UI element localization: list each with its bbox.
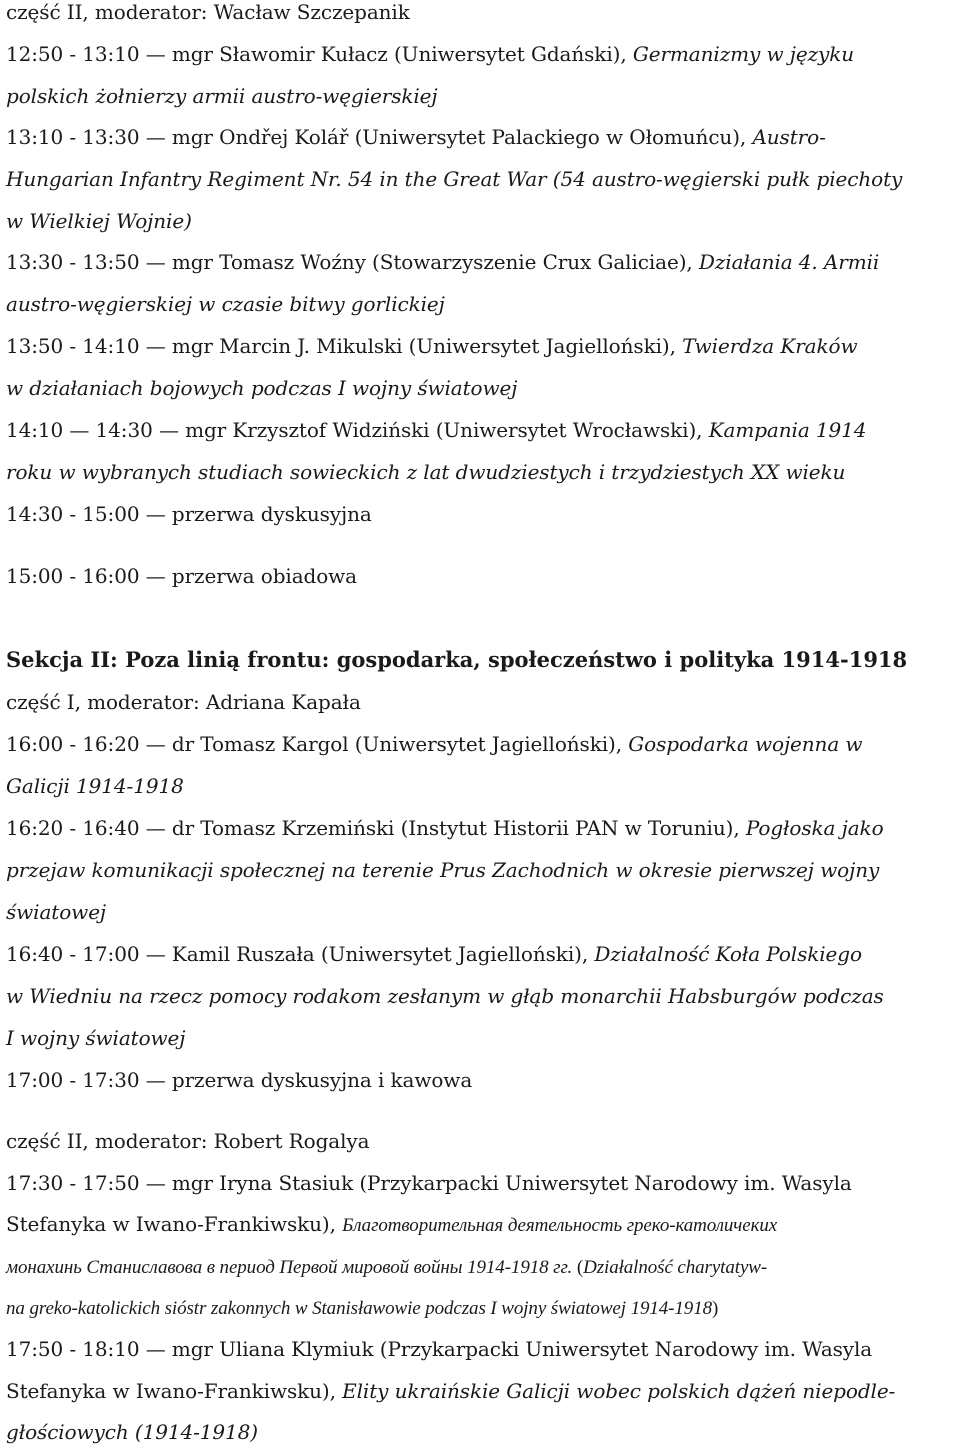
talk-title-cont [6, 1256, 954, 1277]
paren-open: ( [572, 1257, 584, 1278]
talk-title: Pogłoska jako [745, 816, 884, 840]
talk-line-cont [6, 1214, 954, 1235]
talk-meta: 13:30 - 13:50 — mgr Tomasz Woźny (Stowarzyszenie Crux Galiciae), [6, 250, 699, 274]
talk-line [6, 944, 954, 964]
talk-title: Kampania 1914 [708, 418, 867, 442]
talk-title: Gospodarka wojenna w [628, 732, 863, 756]
talk-meta: 12:50 - 13:10 — mgr Sławomir Kułacz (Uniwersytet Gdański), [6, 42, 633, 66]
talk-title-pl: na greko-katolickich sióstr zakonnych w Stanisławowie podczas I wojny światowej 1914-1918 [6, 1298, 712, 1319]
talk-title: Elity ukraińskie Galicji wobec polskich dążeń niepodle- [342, 1379, 896, 1403]
talk-line [6, 252, 954, 272]
talk-title: Działania 4. Armii [698, 250, 880, 274]
talk-title-cont: austro-węgierskiej w czasie bitwy gorlickiej [6, 292, 445, 316]
talk-title-cont: w Wielkiej Wojnie) [6, 209, 192, 233]
talk-line [6, 734, 954, 754]
talk-title: Działalność Koła Polskiego [594, 942, 862, 966]
talk-meta: 16:20 - 16:40 — dr Tomasz Krzemiński (Instytut Historii PAN w Toruniu), [6, 816, 746, 840]
talk-title-cont: Galicji 1914-1918 [6, 774, 184, 798]
break-line: 14:30 - 15:00 — przerwa dyskusyjna [6, 502, 372, 526]
talk-line [6, 44, 954, 64]
talk-title-cont: Hungarian Infantry Regiment Nr. 54 in the Great War (54 austro-węgierski pułk piechoty [6, 167, 903, 191]
talk-title-ru: Благотворительная деятельность греко-католичеких [342, 1215, 778, 1236]
paren-close: ) [712, 1298, 719, 1319]
talk-meta: 16:00 - 16:20 — dr Tomasz Kargol (Uniwersytet Jagielloński), [6, 732, 629, 756]
talk-meta: 13:10 - 13:30 — mgr Ondřej Kolář (Uniwersytet Palackiego w Ołomuńcu), [6, 125, 753, 149]
talk-title-ru: монахинь Станиславова в период Первой мировой войны 1914-1918 гг. [6, 1257, 573, 1278]
talk-line [6, 336, 954, 356]
moderator-line: część II, moderator: Robert Rogalya [6, 1129, 370, 1153]
talk-title-cont: światowej [6, 900, 107, 924]
talk-title-cont: w Wiedniu na rzecz pomocy rodakom zesłanym w głąb monarchii Habsburgów podczas [6, 984, 884, 1008]
break-line: 17:00 - 17:30 — przerwa dyskusyjna i kawowa [6, 1068, 473, 1092]
talk-line [6, 127, 954, 147]
talk-meta: Stefanyka w Iwano-Frankiwsku), [6, 1379, 343, 1403]
talk-meta: Stefanyka w Iwano-Frankiwsku), [6, 1212, 343, 1236]
section-heading: Sekcja II: Poza linią frontu: gospodarka, społeczeństwo i polityka 1914-1918 [6, 647, 908, 672]
talk-title-cont: głościowych (1914-1918) [6, 1420, 258, 1444]
talk-title: Germanizmy w języku [632, 42, 855, 66]
talk-line [6, 818, 954, 838]
talk-meta: 14:10 — 14:30 — mgr Krzysztof Widziński (Uniwersytet Wrocławski), [6, 418, 709, 442]
talk-line-cont [6, 1381, 954, 1401]
talk-meta: 13:50 - 14:10 — mgr Marcin J. Mikulski (Uniwersytet Jagielloński), [6, 334, 683, 358]
talk-title-cont: w działaniach bojowych podczas I wojny światowej [6, 376, 518, 400]
talk-line: 17:50 - 18:10 — mgr Uliana Klymiuk (Przykarpacki Uniwersytet Narodowy im. Wasyla [6, 1337, 873, 1361]
talk-title-cont: polskich żołnierzy armii austro-węgierskiej [6, 84, 438, 108]
talk-title: Twierdza Kraków [682, 334, 858, 358]
talk-title-pl: Działalność charytatyw- [583, 1257, 768, 1278]
talk-meta: 16:40 - 17:00 — Kamil Ruszała (Uniwersytet Jagielloński), [6, 942, 595, 966]
talk-line [6, 420, 954, 440]
talk-title-cont: roku w wybranych studiach sowieckich z lat dwudziestych i trzydziestych XX wieku [6, 460, 846, 484]
talk-title-cont: przejaw komunikacji społecznej na terenie Prus Zachodnich w okresie pierwszej wojny [6, 858, 880, 882]
talk-title-cont: I wojny światowej [6, 1026, 186, 1050]
moderator-line: część I, moderator: Adriana Kapała [6, 690, 361, 714]
talk-title: Austro- [752, 125, 826, 149]
moderator-line: część II, moderator: Wacław Szczepanik [6, 0, 410, 24]
talk-line: 17:30 - 17:50 — mgr Iryna Stasiuk (Przykarpacki Uniwersytet Narodowy im. Wasyla [6, 1171, 852, 1195]
break-line: 15:00 - 16:00 — przerwa obiadowa [6, 564, 358, 588]
talk-title-cont [6, 1297, 954, 1318]
